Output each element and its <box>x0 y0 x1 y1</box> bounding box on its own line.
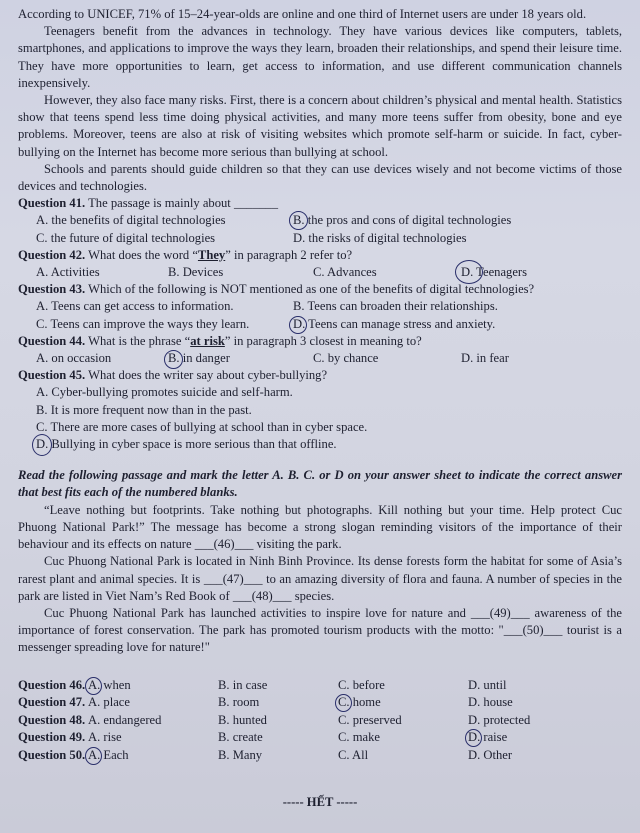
question-49 <box>18 729 622 747</box>
option-a[interactable]: A. rise <box>88 730 122 745</box>
option-b[interactable]: B. Devices <box>168 265 224 280</box>
question-41 <box>18 195 622 247</box>
question-label: Question 48. <box>18 712 86 727</box>
question-43 <box>18 281 622 333</box>
option-c[interactable]: C. Teens can improve the ways they learn. <box>36 316 250 331</box>
option-a[interactable]: A. Teens can get access to information. <box>36 299 234 314</box>
question-label: Question 42. <box>18 247 86 262</box>
option-b[interactable]: B. room <box>218 695 260 710</box>
option-c[interactable]: C. by chance <box>313 351 379 366</box>
question-47 <box>18 694 622 712</box>
passage2-paragraph-1: “Leave nothing but footprints. Take nothing but photographs. Kill nothing but your time. Help protect Cuc Phuong National Park!” The message has become a strong slogan reminding visitors of the importance of their behaviour and its effects on nature ___(46)___ visiting the park. <box>18 502 622 552</box>
question-stem: Which of the following is NOT mentioned as one of the benefits of digital technologies? <box>88 282 535 297</box>
question-label: Question 43. <box>18 282 86 297</box>
option-b[interactable]: B. It is more frequent now than in the past. <box>36 402 252 417</box>
blank-50: ___(50)___ <box>503 623 563 638</box>
question-46 <box>18 677 622 695</box>
exam-page <box>18 6 622 809</box>
question-44: Question 44. What is the phrase “at risk” in paragraph 3 closest in meaning to? A. on occasion B. in danger C. by chance D. in fear <box>18 333 622 367</box>
option-c[interactable]: C. All <box>338 747 369 762</box>
option-c[interactable]: C. home <box>338 694 468 712</box>
passage1-paragraph-1: According to UNICEF, 71% of 15–24-year-olds are online and one third of Internet users are under 18 years old. <box>18 7 587 21</box>
option-a[interactable]: A. place <box>88 695 130 710</box>
end-marker: ----- HẾT ----- <box>282 795 358 809</box>
passage1-paragraph-4: Schools and parents should guide children so that they can use devices wisely and not become victims of those devices and technologies. <box>18 161 622 194</box>
option-b[interactable]: B. hunted <box>218 712 267 727</box>
option-a[interactable]: A. on occasion <box>36 351 112 366</box>
answer-options-table <box>18 677 622 765</box>
question-label: Question 44. <box>18 333 86 348</box>
option-c[interactable]: C. preserved <box>338 712 402 727</box>
passage1-paragraph-2: Teenagers benefit from the advances in technology. They have various devices like computers, tablets, smartphones, and applications to improve the ways they learn, broaden their relationships, and spend their leisure time. They have more opportunities to learn, get access to information, and use different communication channels inexpensively. <box>18 24 622 90</box>
blank-49: ___(49)___ <box>470 605 530 620</box>
question-stem: The passage is mainly about _______ <box>88 196 279 211</box>
option-b[interactable]: B. in case <box>218 677 268 692</box>
question-label: Question 49. <box>18 730 86 745</box>
question-48 <box>18 712 622 730</box>
option-d[interactable]: D. in fear <box>461 351 509 366</box>
question-42: Question 42. What does the word “They” in paragraph 2 refer to? A. Activities B. Devices C. Advances D. Teenagers <box>18 247 622 281</box>
option-c[interactable]: C. before <box>338 677 385 692</box>
option-b[interactable]: B. Many <box>218 747 263 762</box>
option-d[interactable]: D. raise <box>468 729 598 747</box>
question-50 <box>18 747 622 765</box>
option-d[interactable]: D. Other <box>468 747 513 762</box>
option-a[interactable]: A. Each <box>88 747 218 765</box>
blank-47: ___(47)___ <box>203 571 263 586</box>
option-a[interactable]: A. when <box>88 677 218 695</box>
option-a[interactable]: A. endangered <box>88 712 162 727</box>
question-label: Question 47. <box>18 695 86 710</box>
option-c[interactable]: C. Advances <box>313 265 377 280</box>
option-d[interactable]: D. protected <box>468 712 531 727</box>
passage2-paragraph-3: Cuc Phuong National Park has launched activities to inspire love for nature and ___(49)___ awareness of the importance of forest conservation. The park has promoted tourism products with the motto: "___(50)___ tourist is a messenger spreading love for nature!" <box>18 605 622 655</box>
section-instruction: Read the following passage and mark the letter A. B. C. or D on your answer sheet to indicate the correct answer that best fits each of the numbered blanks. <box>18 468 622 500</box>
question-label: Question 46. <box>18 677 86 692</box>
passage2-paragraph-2: Cuc Phuong National Park is located in Ninh Binh Province. Its dense forests form the habitat for some of Asia’s rarest plant and animal species. It is ___(47)___ to an amazing diversity of flora and fauna. A number of species in the park are listed in Viet Nam’s Red Book of ___(48)___ species. <box>18 554 622 603</box>
option-b[interactable]: B. Teens can broaden their relationships. <box>293 299 498 314</box>
blank-46: ___(46)___ <box>194 537 254 552</box>
question-stem: What does the writer say about cyber-bullying? <box>88 368 328 383</box>
option-d[interactable]: D. the risks of digital technologies <box>293 230 467 245</box>
question-label: Question 41. <box>18 196 86 211</box>
option-d[interactable]: D. Bullying in cyber space is more serious than that offline. <box>18 436 622 453</box>
passage1-paragraph-3: However, they also face many risks. First, there is a concern about children’s physical and mental health. Statistics show that teens spend less time doing physical activities, and many more teens suffer from obesity, bone and eye problems. Moreover, teens are also at risk of visiting websites which promote self-harm or suicide. In fact, cyber-bullying on the Internet has become more serious than bullying at school. <box>18 93 622 159</box>
blank-48: ___(48)___ <box>232 588 292 603</box>
question-label: Question 50. <box>18 747 86 762</box>
question-45 <box>18 367 622 453</box>
option-a[interactable]: A. the benefits of digital technologies <box>36 213 226 228</box>
option-b[interactable]: B. in danger <box>168 350 313 367</box>
option-c[interactable]: C. make <box>338 730 380 745</box>
option-d[interactable]: D. until <box>468 677 507 692</box>
option-c[interactable]: C. the future of digital technologies <box>36 230 216 245</box>
option-b[interactable]: B. the pros and cons of digital technologies <box>293 212 573 229</box>
question-label: Question 45. <box>18 368 86 383</box>
option-b[interactable]: B. create <box>218 730 263 745</box>
option-c[interactable]: C. There are more cases of bullying at school than in cyber space. <box>36 419 368 434</box>
option-a[interactable]: A. Activities <box>36 265 100 280</box>
option-d[interactable]: D. Teens can manage stress and anxiety. <box>293 316 573 333</box>
option-d[interactable]: D. Teenagers <box>461 264 601 281</box>
question-keyword: at risk <box>190 333 225 348</box>
option-a[interactable]: A. Cyber-bullying promotes suicide and self-harm. <box>36 385 293 400</box>
option-d[interactable]: D. house <box>468 695 513 710</box>
question-keyword: They <box>197 247 226 262</box>
